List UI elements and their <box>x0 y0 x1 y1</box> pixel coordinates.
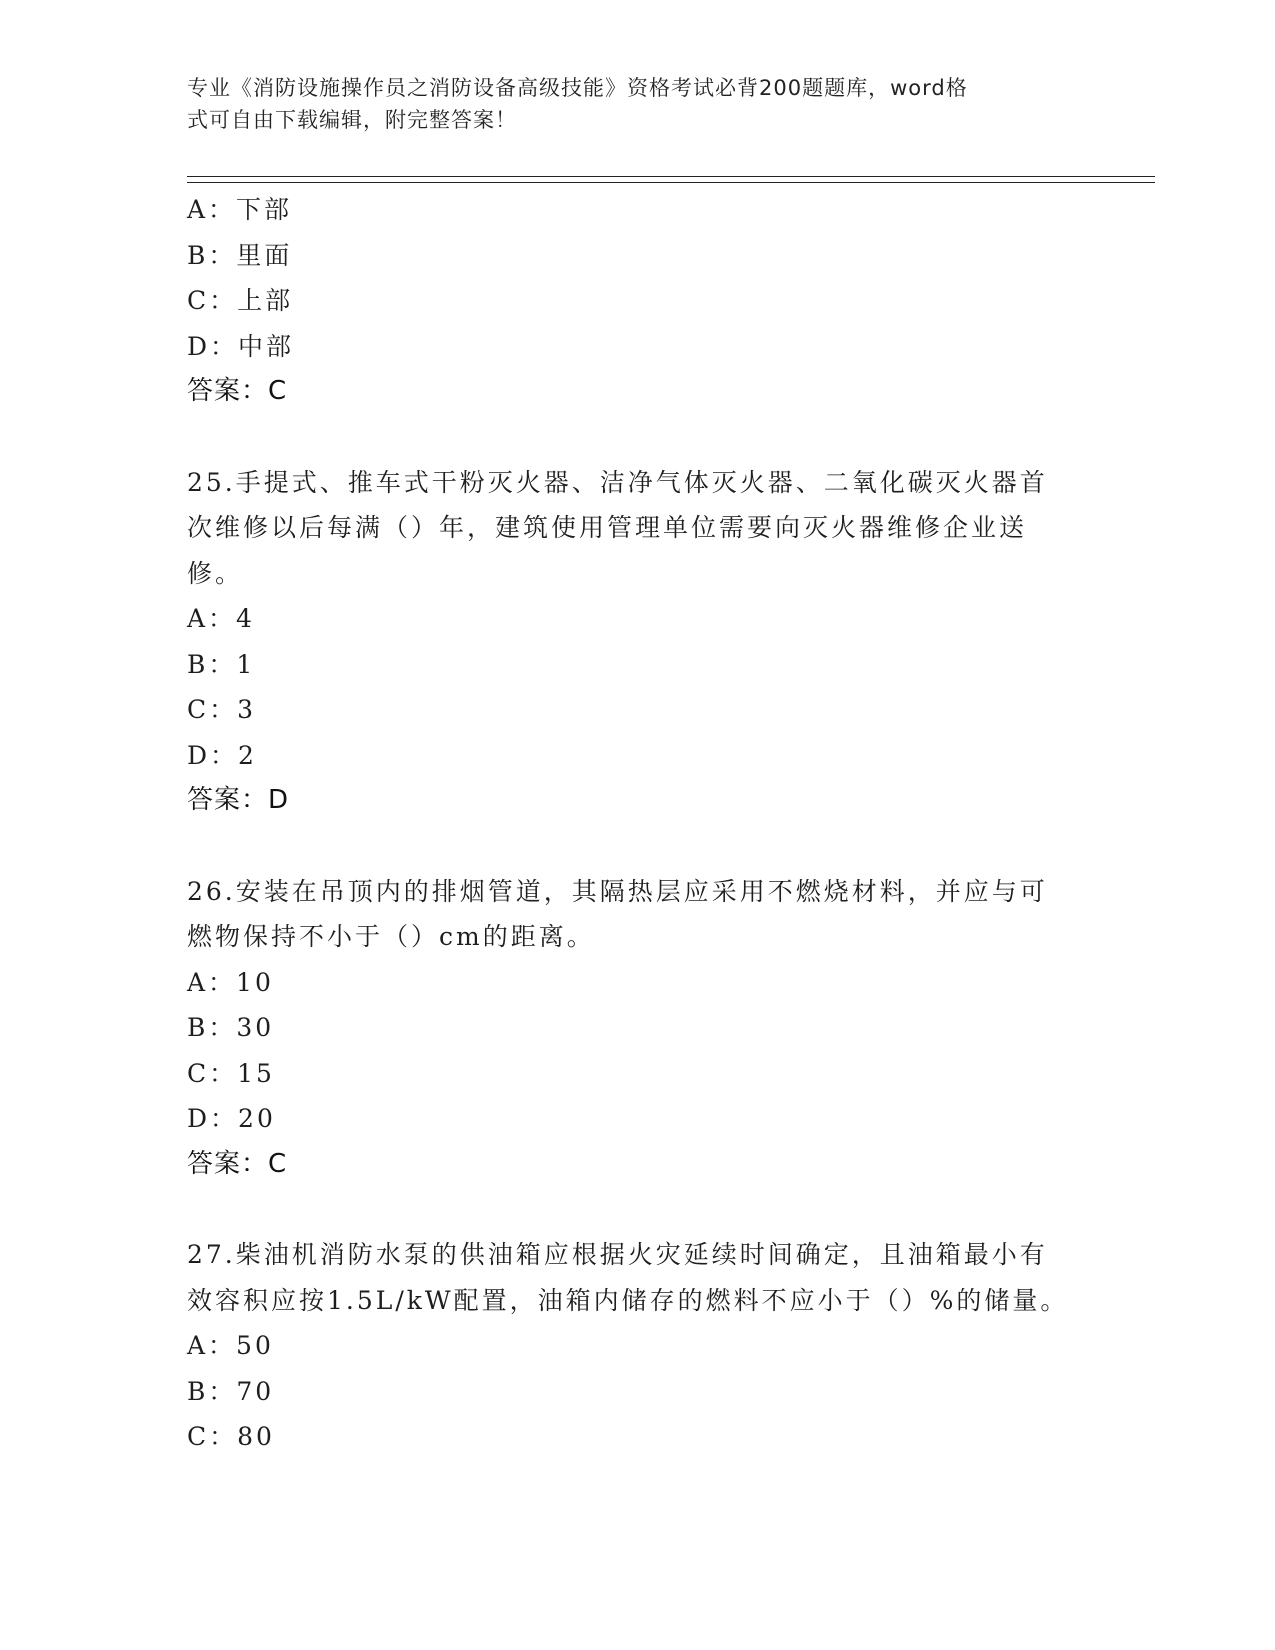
question-text-line: 燃物保持不小于（）cm的距离。 <box>187 922 595 951</box>
option-b: B：里面 <box>187 240 293 270</box>
document-header <box>187 72 1067 136</box>
question-text-line: 修。 <box>187 558 244 588</box>
option-a: A：4 <box>187 604 255 633</box>
option-a: A：10 <box>187 967 274 997</box>
answer-line: 答案：D <box>187 785 290 815</box>
option-b: B：30 <box>187 1013 275 1042</box>
option-d: D：2 <box>187 740 257 770</box>
answer-line: 答案：C <box>187 376 288 406</box>
option-d: D：20 <box>187 1104 276 1133</box>
option-b: B：70 <box>187 1376 275 1406</box>
header-line-2: 式可自由下载编辑，附完整答案！ <box>187 108 517 132</box>
question-27 <box>187 1232 1079 1460</box>
question-text-line: 效容积应按1.5L/kW配置，油箱内储存的燃料不应小于（）%的储量。 <box>187 1285 1069 1315</box>
option-c: C：15 <box>187 1058 275 1088</box>
header-divider-bottom <box>187 182 1155 183</box>
header-line-1: 专业《消防设施操作员之消防设备高级技能》资格考试必背200题题库，word格 <box>187 76 968 100</box>
question-26 <box>187 869 1079 1188</box>
question-text-line: 25.手提式、推车式干粉灭火器、洁净气体灭火器、二氧化碳灭火器首 <box>187 467 1048 497</box>
question-text-line: 27.柴油机消防水泵的供油箱应根据火灾延续时间确定，且油箱最小有 <box>187 1240 1048 1269</box>
option-c: C：上部 <box>187 286 294 315</box>
question-25 <box>187 460 1079 824</box>
partial-question <box>187 187 1087 415</box>
question-text-line: 26.安装在吊顶内的排烟管道，其隔热层应采用不燃烧材料，并应与可 <box>187 876 1048 906</box>
answer-line: 答案：C <box>187 1148 288 1179</box>
option-a: A：50 <box>187 1331 274 1360</box>
option-c: C：80 <box>187 1422 275 1451</box>
question-list <box>187 187 1087 1460</box>
option-b: B：1 <box>187 649 256 679</box>
option-c: C：3 <box>187 695 257 724</box>
option-a: A：下部 <box>187 195 293 224</box>
question-text-line: 次维修以后每满（）年，建筑使用管理单位需要向灭火器维修企业送 <box>187 513 1028 542</box>
header-divider-top <box>187 176 1155 177</box>
option-d: D：中部 <box>187 331 295 361</box>
